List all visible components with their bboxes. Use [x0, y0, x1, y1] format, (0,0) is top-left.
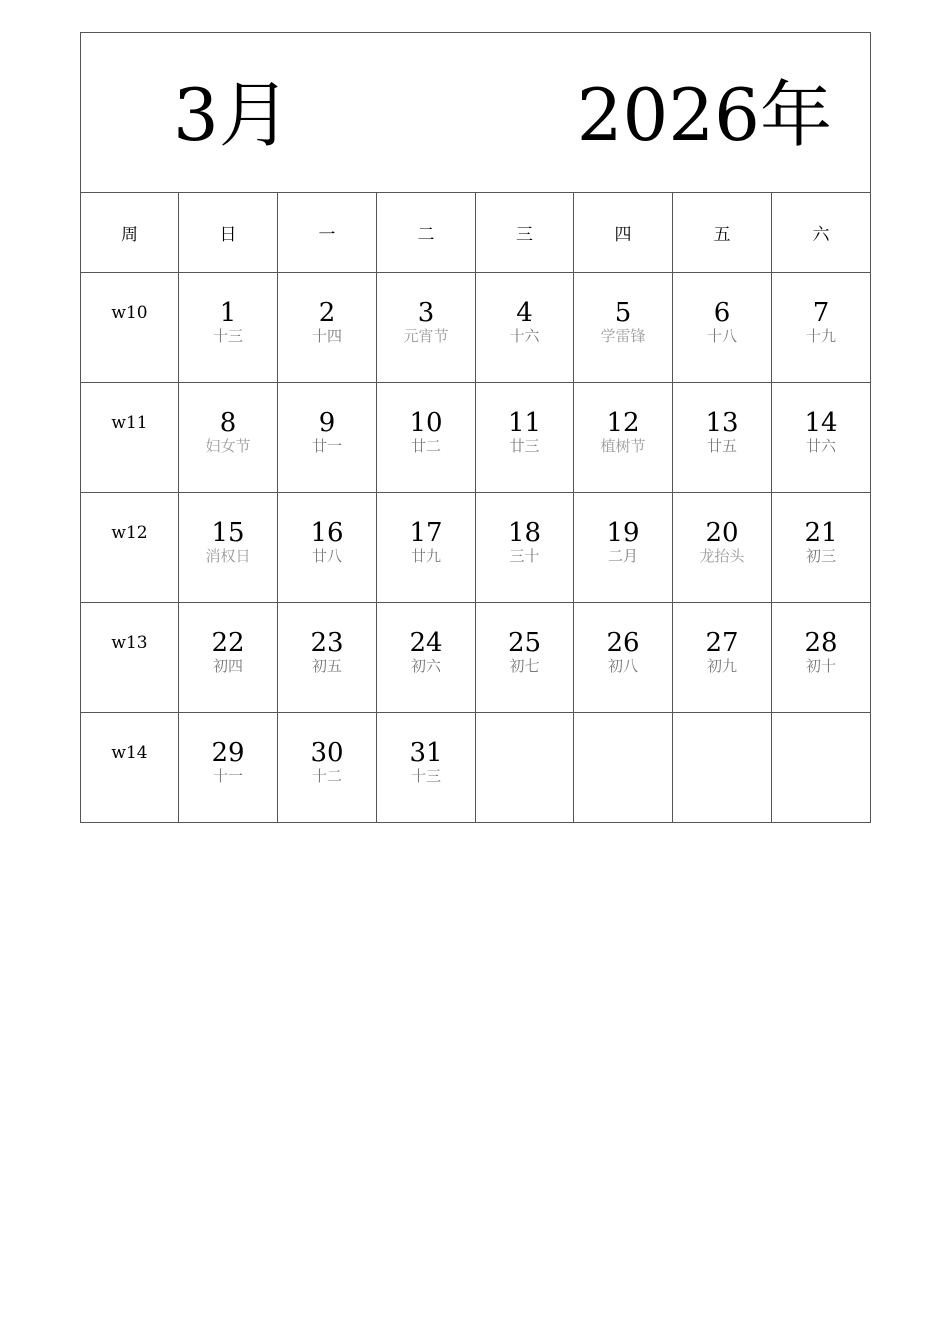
day-cell [673, 603, 772, 713]
lunar-date: 廿六 [805, 437, 836, 455]
day-number: 13 [705, 408, 739, 438]
lunar-date: 廿一 [311, 437, 342, 455]
weekday-header-sun: 日 [179, 193, 278, 273]
day-cell [673, 713, 772, 823]
day-cell [278, 493, 377, 603]
lunar-date: 初十 [805, 657, 836, 675]
day-number: 20 [705, 518, 739, 548]
lunar-date: 消权日 [205, 547, 251, 565]
day-number: 16 [310, 518, 344, 548]
day-number: 9 [318, 408, 336, 438]
lunar-date: 元宵节 [403, 327, 449, 345]
day-cell [179, 493, 278, 603]
weekday-header-wed: 三 [476, 193, 574, 273]
lunar-date: 妇女节 [205, 437, 251, 455]
day-number: 11 [507, 408, 542, 438]
day-cell [377, 713, 476, 823]
day-cell [476, 493, 574, 603]
day-cell [673, 493, 772, 603]
day-cell [179, 383, 278, 493]
day-cell [179, 603, 278, 713]
day-cell [179, 713, 278, 823]
calendar-header [81, 33, 871, 193]
day-number: 23 [310, 628, 344, 658]
day-number: 28 [804, 628, 838, 658]
day-cell [476, 273, 574, 383]
day-number: 24 [409, 628, 443, 658]
week-number: w14 [81, 713, 179, 823]
day-number: 19 [606, 518, 640, 548]
lunar-date: 廿五 [706, 437, 737, 455]
day-number: 31 [409, 738, 443, 768]
lunar-date: 二月 [607, 547, 638, 565]
day-number: 30 [310, 738, 344, 768]
week-row [81, 493, 871, 603]
lunar-date: 初六 [410, 657, 441, 675]
lunar-date: 初八 [607, 657, 638, 675]
day-number: 8 [219, 408, 237, 438]
day-number: 27 [705, 628, 739, 658]
weekday-header-fri: 五 [673, 193, 772, 273]
lunar-date: 十三 [212, 327, 243, 345]
day-cell [772, 713, 871, 823]
week-row [81, 713, 871, 823]
day-cell [377, 493, 476, 603]
day-cell [278, 273, 377, 383]
day-number: 10 [409, 408, 443, 438]
day-cell [772, 603, 871, 713]
lunar-date: 十三 [410, 767, 441, 785]
day-cell [673, 383, 772, 493]
week-number: w12 [81, 493, 179, 603]
calendar-table [80, 32, 871, 823]
weekday-header-thu: 四 [574, 193, 673, 273]
week-number: w10 [81, 273, 179, 383]
day-cell [278, 383, 377, 493]
day-cell [574, 493, 673, 603]
year-title: 2026年 [576, 73, 832, 157]
day-number: 15 [211, 518, 245, 548]
lunar-date: 龙抬头 [699, 547, 745, 565]
day-cell [377, 273, 476, 383]
day-cell [476, 713, 574, 823]
lunar-date: 初七 [509, 657, 540, 675]
day-number: 1 [219, 298, 237, 328]
lunar-date: 初三 [805, 547, 836, 565]
day-number: 5 [614, 298, 632, 328]
day-number: 2 [318, 298, 336, 328]
day-number: 14 [804, 408, 838, 438]
week-row [81, 603, 871, 713]
lunar-date: 廿九 [410, 547, 441, 565]
week-number: w13 [81, 603, 179, 713]
day-cell [772, 493, 871, 603]
weekday-header-week: 周 [81, 193, 179, 273]
lunar-date: 十八 [706, 327, 737, 345]
lunar-date: 三十 [509, 547, 540, 565]
lunar-date: 十四 [311, 327, 342, 345]
day-number: 26 [606, 628, 640, 658]
weekday-header-mon: 一 [278, 193, 377, 273]
day-cell [377, 383, 476, 493]
day-cell [673, 273, 772, 383]
day-number: 29 [211, 738, 245, 768]
lunar-date: 十二 [311, 767, 342, 785]
day-cell [476, 603, 574, 713]
day-number: 12 [606, 408, 640, 438]
lunar-date: 廿二 [410, 437, 441, 455]
weekday-header-tue: 二 [377, 193, 476, 273]
day-cell [772, 273, 871, 383]
lunar-date: 廿三 [509, 437, 540, 455]
weekday-header-sat: 六 [772, 193, 871, 273]
lunar-date: 十六 [509, 327, 540, 345]
day-cell [278, 713, 377, 823]
lunar-date: 十一 [212, 767, 243, 785]
day-cell [278, 603, 377, 713]
day-cell [574, 603, 673, 713]
day-cell [574, 383, 673, 493]
lunar-date: 初四 [212, 657, 243, 675]
week-number: w11 [81, 383, 179, 493]
day-cell [574, 273, 673, 383]
lunar-date: 十九 [805, 327, 836, 345]
day-cell [574, 713, 673, 823]
day-cell [179, 273, 278, 383]
day-number: 21 [804, 518, 838, 548]
lunar-date: 初九 [706, 657, 737, 675]
day-number: 25 [507, 628, 542, 658]
day-number: 18 [507, 518, 542, 548]
lunar-date: 学雷锋 [600, 327, 646, 345]
lunar-date: 初五 [311, 657, 342, 675]
lunar-date: 植树节 [600, 437, 646, 455]
day-cell [476, 383, 574, 493]
week-row [81, 383, 871, 493]
day-number: 3 [417, 298, 435, 328]
day-number: 7 [812, 298, 830, 328]
month-title: 3月 [173, 73, 291, 157]
calendar-weeks [81, 273, 871, 823]
weekday-header-row [81, 193, 871, 273]
day-cell [772, 383, 871, 493]
day-number: 22 [211, 628, 245, 658]
day-number: 17 [409, 518, 443, 548]
week-row [81, 273, 871, 383]
day-number: 4 [516, 298, 533, 328]
day-cell [377, 603, 476, 713]
lunar-date: 廿八 [311, 547, 342, 565]
day-number: 6 [713, 298, 731, 328]
